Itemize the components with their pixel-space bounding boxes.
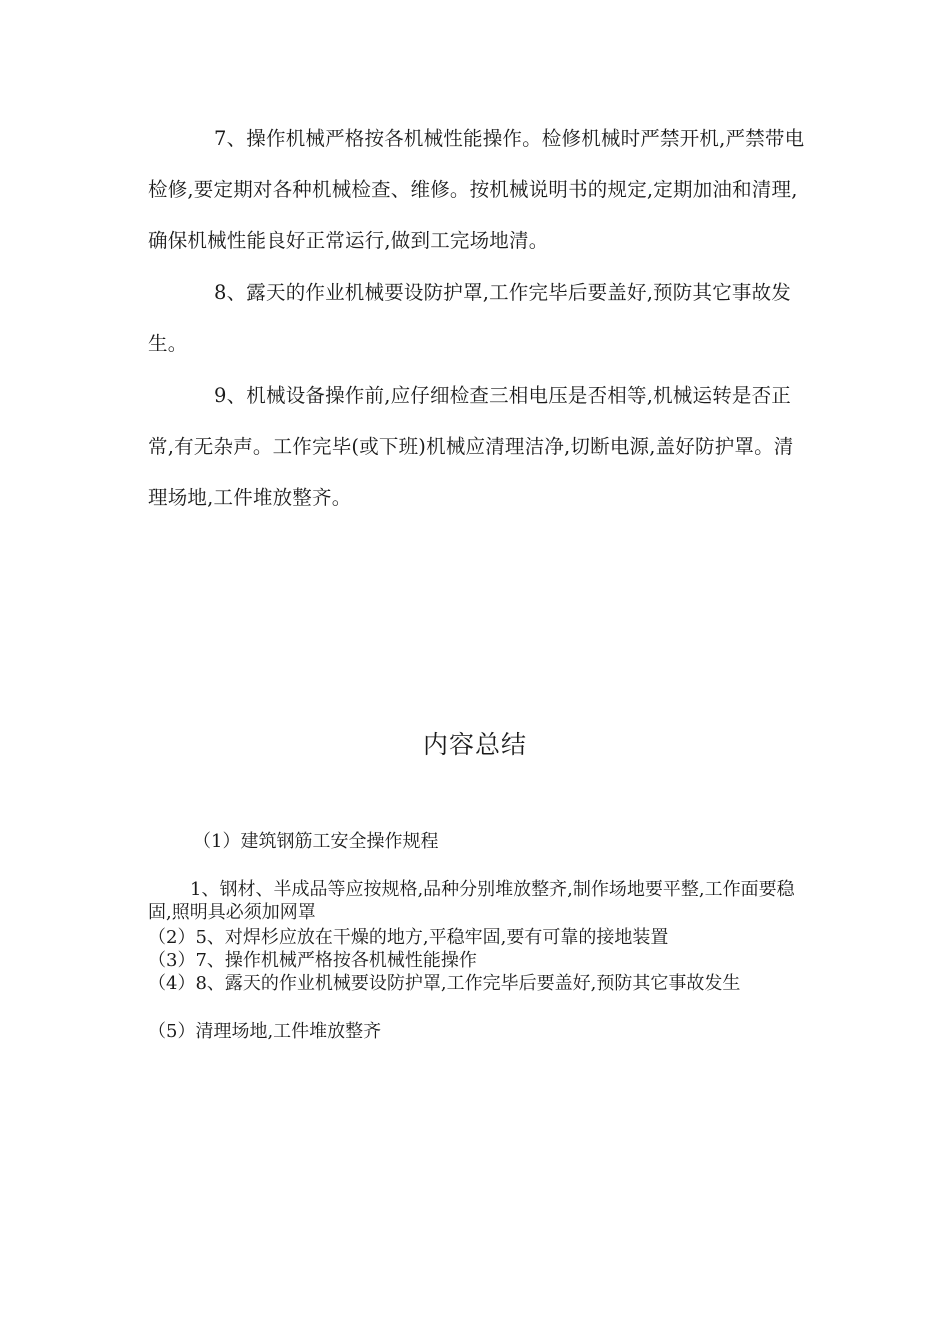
summary-item-3: （3）7、操作机械严格按各机械性能操作 bbox=[148, 950, 477, 971]
summary-item-4: （4）8、露天的作业机械要设防护罩,工作完毕后要盖好,预防其它事故发生 bbox=[148, 973, 741, 994]
paragraph-item-7: 7、操作机械严格按各机械性能操作。检修机械时严禁开机,严禁带电检修,要定期对各种机械检查、维修。按机械说明书的规定,定期加油和清理,确保机械性能良好正常运行,做到工完场地清。 bbox=[148, 127, 805, 252]
summary-item-5: （5）清理场地,工件堆放整齐 bbox=[148, 1021, 382, 1042]
paragraph-item-9: 9、机械设备操作前,应仔细检查三相电压是否相等,机械运转是否正常,有无杂声。工作完毕(或下班)机械应清理洁净,切断电源,盖好防护罩。清理场地,工件堆放整齐。 bbox=[148, 384, 794, 509]
summary-item-1-body: 1、钢材、半成品等应按规格,品种分别堆放整齐,制作场地要平整,工作面要稳固,照明具必须加网罩 bbox=[148, 879, 795, 923]
summary-title: 内容总结 bbox=[422, 730, 527, 759]
summary-item-1-heading: （1）建筑钢筋工安全操作规程 bbox=[193, 831, 439, 852]
paragraph-item-8: 8、露天的作业机械要设防护罩,工作完毕后要盖好,预防其它事故发生。 bbox=[148, 281, 792, 355]
summary-item-2: （2）5、对焊杉应放在干燥的地方,平稳牢固,要有可靠的接地装置 bbox=[148, 927, 669, 948]
